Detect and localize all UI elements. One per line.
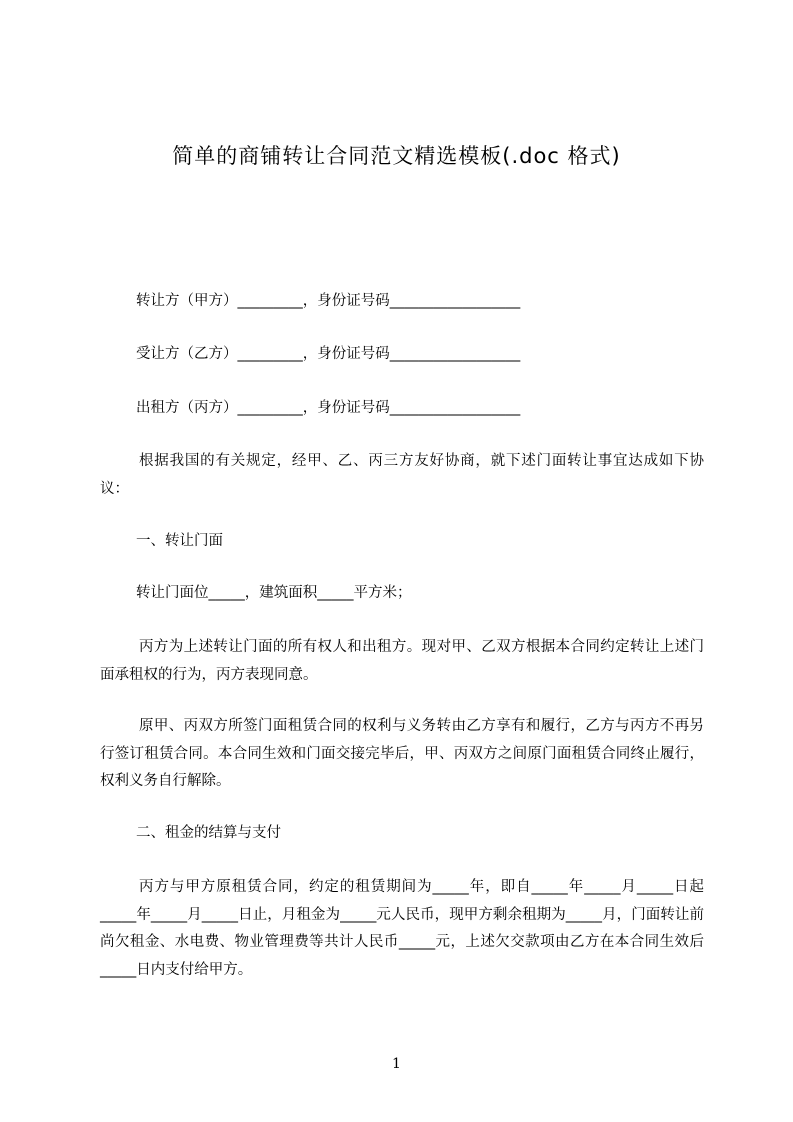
- section-2-paragraph-1: 丙方与甲方原租赁合同，约定的租赁期间为_____年，即自_____年_____月_____日起_____年_____月_____日止，月租金为_____元人民币，现甲方剩余租期为_____月，门面转让前尚欠租金、水电费、物业管理费等共计人民币_____元，上述欠交款项由乙方在本合同生效后_____日内支付给甲方。: [100, 879, 704, 978]
- storefront-location-line: 转让门面位_____，建筑面积_____平方米；: [136, 585, 412, 601]
- section-1-paragraph-1: 丙方为上述转让门面的所有权人和出租方。现对甲、乙双方根据本合同约定转让上述门面承租权的行为，丙方表现同意。: [100, 639, 704, 683]
- document-title: 简单的商铺转让合同范文精选模板(.doc 格式): [172, 144, 621, 168]
- party-transferee-line: 受让方（乙方）_________，身份证号码__________________: [136, 346, 521, 362]
- section-2-heading: 二、租金的结算与支付: [136, 825, 281, 841]
- section-1-heading: 一、转让门面: [136, 533, 223, 549]
- intro-paragraph: 根据我国的有关规定，经甲、乙、丙三方友好协商，就下述门面转让事宜达成如下协议：: [100, 453, 704, 497]
- page-number: 1: [392, 1056, 401, 1072]
- section-1-paragraph-2: 原甲、丙双方所签门面租赁合同的权利与义务转由乙方享有和履行，乙方与丙方不再另行签订租赁合同。本合同生效和门面交接完毕后，甲、丙双方之间原门面租赁合同终止履行，权利义务自行解除。: [100, 718, 704, 789]
- party-lessor-line: 出租方（丙方）_________，身份证号码__________________: [136, 400, 521, 416]
- party-transferor-line: 转让方（甲方）_________，身份证号码__________________: [136, 293, 521, 309]
